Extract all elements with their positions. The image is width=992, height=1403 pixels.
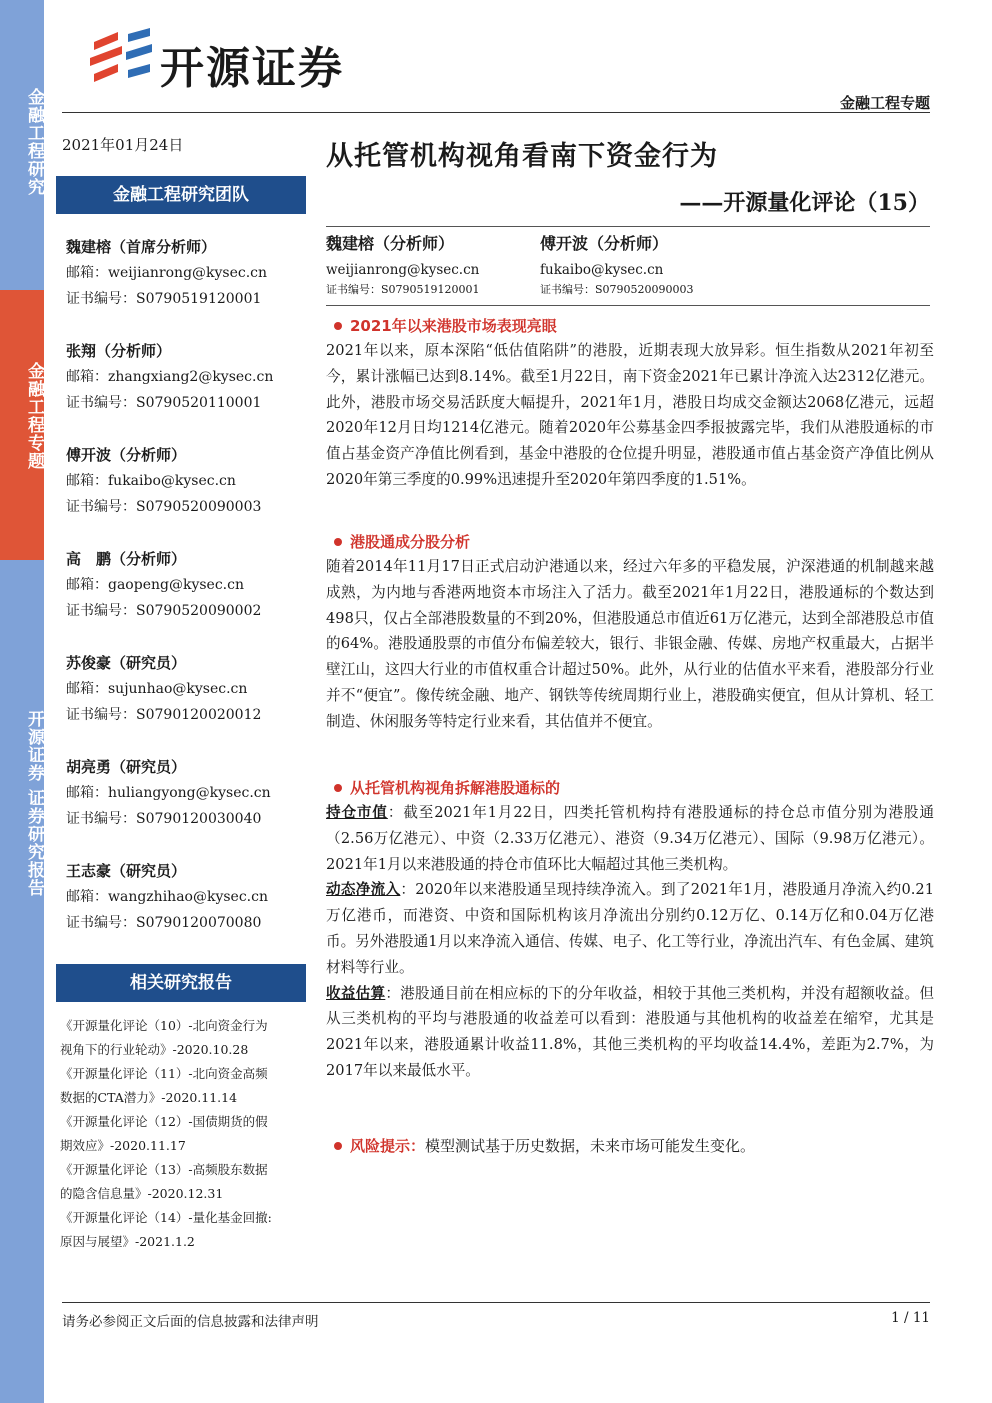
report-link-line2: 数据的CTA潜力》-2020.11.14	[60, 1090, 238, 1105]
bullet-icon	[334, 784, 342, 792]
inflow-text: ：2020年以来港股通呈现持续净流入。到了2021年1月，港股通月净流入约0.21万亿港币，而港资、中资和国际机构该月净流出分别约0.12万亿、0.14万亿和0.04万亿港币。另外港股通1月以来净流入通信、传媒、电子、化工等行业，净流出汽车、有色金属、建筑材料等行业。	[326, 881, 934, 976]
report-link[interactable]	[60, 1110, 310, 1158]
returns-paragraph	[326, 981, 934, 1084]
member-cert: S0790520090002	[136, 603, 262, 619]
team-member	[66, 650, 306, 728]
team-member	[66, 234, 306, 312]
member-email[interactable]: huliangyong@kysec.cn	[108, 785, 271, 801]
report-date: 2021年01月24日	[62, 136, 184, 154]
report-link-line2: 视角下的行业轮动》-2020.10.28	[60, 1042, 249, 1057]
cert-label: 证书编号：	[66, 291, 136, 307]
holdings-paragraph	[326, 800, 934, 877]
sidebar-bottom	[0, 560, 44, 1403]
section-market	[326, 314, 934, 493]
section-body: 随着2014年11月17日正式启动沪港通以来，经过六年多的平稳发展，沪深港通的机制越来越成熟，为内地与香港两地资本市场注入了活力。截至2021年1月22日，港股通标的个数达到498只，仅占全部港股数量的不到20%，但港股通总市值近61万亿港元，达到全部港股总市值的64%。港股通股票的市值分布偏差较大，银行、非银金融、传媒、房地产权重最大，占据半壁江山，这四大行业的市值权重合计超过50%。此外，从行业的估值水平来看，港股部分行业并不“便宜”。像传统金融、地产、钢铁等传统周期行业上，港股确实便宜，但从计算机、轻工制造、休闲服务等特定行业来看，其估值并不便宜。	[326, 558, 934, 730]
header-divider	[62, 112, 930, 113]
bullet-icon	[334, 1142, 342, 1150]
email-label: 邮箱：	[66, 785, 108, 801]
member-name: 苏俊豪（研究员）	[66, 654, 187, 672]
sidebar-mid-label: 金融工程专题	[24, 362, 44, 470]
sidebar-mid	[0, 290, 44, 560]
returns-text: ：港股通目前在相应标的下的分年收益，相较于其他三类机构，并没有超额收益。但从三类机构的平均与港股通的收益差可以看到：港股通与其他机构的收益差在缩窄，尤其是2021年以来，港股通累计收益11.8%，其他三类机构的平均收益14.4%，差距为2.7%，为2017年以来最低水平。	[326, 984, 934, 1079]
member-cert: S0790120030040	[136, 811, 262, 827]
section-constituents	[326, 530, 934, 735]
bullet-icon	[334, 538, 342, 546]
member-name: 魏建榕（首席分析师）	[66, 238, 217, 256]
report-link-line2: 的隐含信息量》-2020.12.31	[60, 1186, 224, 1201]
related-banner: 相关研究报告	[56, 964, 306, 1002]
report-link[interactable]	[60, 1158, 310, 1206]
email-label: 邮箱：	[66, 369, 108, 385]
team-banner: 金融工程研究团队	[56, 176, 306, 214]
member-email[interactable]: zhangxiang2@kysec.cn	[108, 369, 274, 385]
section-heading	[326, 530, 934, 554]
member-name: 高 鹏（分析师）	[66, 550, 187, 568]
author-cert: 证书编号：S0790519120001	[326, 283, 480, 296]
risk-label: 风险提示：	[350, 1137, 426, 1155]
page-number: 1 / 11	[891, 1310, 930, 1326]
report-link-line1: 《开源量化评论（11）-北向资金高频	[60, 1066, 268, 1081]
report-link-line2: 原因与展望》-2021.1.2	[60, 1234, 195, 1249]
logo-mark-icon	[88, 28, 154, 84]
email-label: 邮箱：	[66, 265, 108, 281]
email-label: 邮箱：	[66, 889, 108, 905]
logo-text: 开源证券	[160, 43, 344, 94]
report-link-line1: 《开源量化评论（14）-量化基金回撤:	[60, 1210, 272, 1225]
section-body: 2021年以来，原本深陷“低估值陷阱”的港股，近期表现大放异彩。恒生指数从2021年初至今，累计涨幅已达到8.14%。截至1月22日，南下资金2021年已累计净流入达2312亿港元。此外，港股市场交易活跃度大幅提升，2021年1月，港股日均成交金额达2068亿港元，远超2020年12月日均1214亿港元。随着2020年公募基金四季报披露完毕，我们从港股通标的市值占基金资产净值比例看到，基金中港股的仓位提升明显，港股通市值占基金资产净值比例从2020年第三季度的0.99%迅速提升至2020年第四季度的1.51%。	[326, 342, 934, 488]
report-subtitle: ——开源量化评论（15）	[679, 190, 930, 216]
report-link-line2: 期效应》-2020.11.17	[60, 1138, 186, 1153]
member-name: 王志豪（研究员）	[66, 862, 187, 880]
disclaimer: 请务必参阅正文后面的信息披露和法律声明	[62, 1314, 319, 1330]
sidebar-top-label: 金融工程研究	[24, 88, 44, 196]
cert-label: 证书编号：	[66, 395, 136, 411]
member-cert: S0790520110001	[136, 395, 262, 411]
authors-divider	[326, 305, 930, 306]
cert-label: 证书编号：	[66, 915, 136, 931]
member-name: 胡亮勇（研究员）	[66, 758, 187, 776]
team-member	[66, 442, 306, 520]
report-topic: 金融工程专题	[839, 94, 930, 112]
related-reports-list	[60, 1014, 310, 1254]
email-label: 邮箱：	[66, 681, 108, 697]
section-heading-text: 2021年以来港股市场表现亮眼	[350, 317, 557, 335]
report-link[interactable]	[60, 1062, 310, 1110]
team-member	[66, 338, 306, 416]
sidebar-bottom-label: 开源证券 证券研究报告	[24, 710, 44, 897]
member-name: 傅开波（分析师）	[66, 446, 187, 464]
cert-label: 证书编号：	[66, 811, 136, 827]
section-heading-text: 从托管机构视角拆解港股通标的	[350, 779, 561, 797]
footer	[62, 1310, 930, 1330]
risk-text: 模型测试基于历史数据，未来市场可能发生变化。	[425, 1137, 756, 1155]
cert-label: 证书编号：	[66, 707, 136, 723]
member-cert: S0790520090003	[136, 499, 262, 515]
member-cert: S0790120020012	[136, 707, 262, 723]
cert-label: 证书编号：	[66, 499, 136, 515]
section-heading	[326, 314, 934, 338]
report-link-line1: 《开源量化评论（13）-高频股东数据	[60, 1162, 268, 1177]
section-custodian	[326, 776, 934, 1084]
report-title: 从托管机构视角看南下资金行为	[326, 141, 718, 172]
member-cert: S0790120070080	[136, 915, 262, 931]
report-link[interactable]	[60, 1206, 310, 1254]
member-cert: S0790519120001	[136, 291, 262, 307]
bullet-icon	[334, 322, 342, 330]
author-name: 魏建榕（分析师）	[326, 234, 455, 253]
author-email[interactable]: weijianrong@kysec.cn	[326, 262, 480, 278]
author-name: 傅开波（分析师）	[540, 234, 669, 253]
member-email[interactable]: sujunhao@kysec.cn	[108, 681, 248, 697]
footer-divider	[62, 1302, 930, 1303]
member-email[interactable]: gaopeng@kysec.cn	[108, 577, 244, 593]
inflow-paragraph	[326, 877, 934, 980]
sidebar-top	[0, 0, 44, 290]
section-heading-text: 港股通成分股分析	[350, 533, 471, 551]
report-link-line1: 《开源量化评论（12）-国债期货的假	[60, 1114, 268, 1129]
report-link-line1: 《开源量化评论（10）-北向资金行为	[60, 1018, 268, 1033]
author	[326, 234, 480, 300]
member-name: 张翔（分析师）	[66, 342, 172, 360]
returns-label: 收益估算	[326, 984, 386, 1002]
member-email[interactable]: weijianrong@kysec.cn	[108, 265, 268, 281]
author	[540, 234, 694, 300]
holdings-text: ：截至2021年1月22日，四类托管机构持有港股通标的持仓总市值分别为港股通（2.56万亿港元）、中资（2.33万亿港元）、港资（9.34万亿港元）、国际（9.98万亿港元）。2021年1月以来港股通的持仓市值环比大幅超过其他三类机构。	[326, 804, 934, 873]
member-email[interactable]: wangzhihao@kysec.cn	[108, 889, 268, 905]
team-member	[66, 858, 306, 936]
inflow-label: 动态净流入	[326, 881, 401, 899]
title-divider	[326, 226, 930, 227]
cert-label: 证书编号：	[66, 603, 136, 619]
author-email[interactable]: fukaibo@kysec.cn	[540, 262, 664, 278]
company-logo	[88, 28, 378, 94]
section-heading	[326, 776, 934, 800]
report-link[interactable]	[60, 1014, 310, 1062]
holdings-label: 持仓市值	[326, 804, 388, 821]
team-member	[66, 546, 306, 624]
member-email[interactable]: fukaibo@kysec.cn	[108, 473, 236, 489]
risk-warning	[326, 1134, 934, 1158]
author-cert: 证书编号：S0790520090003	[540, 283, 694, 296]
email-label: 邮箱：	[66, 577, 108, 593]
email-label: 邮箱：	[66, 473, 108, 489]
team-member	[66, 754, 306, 832]
